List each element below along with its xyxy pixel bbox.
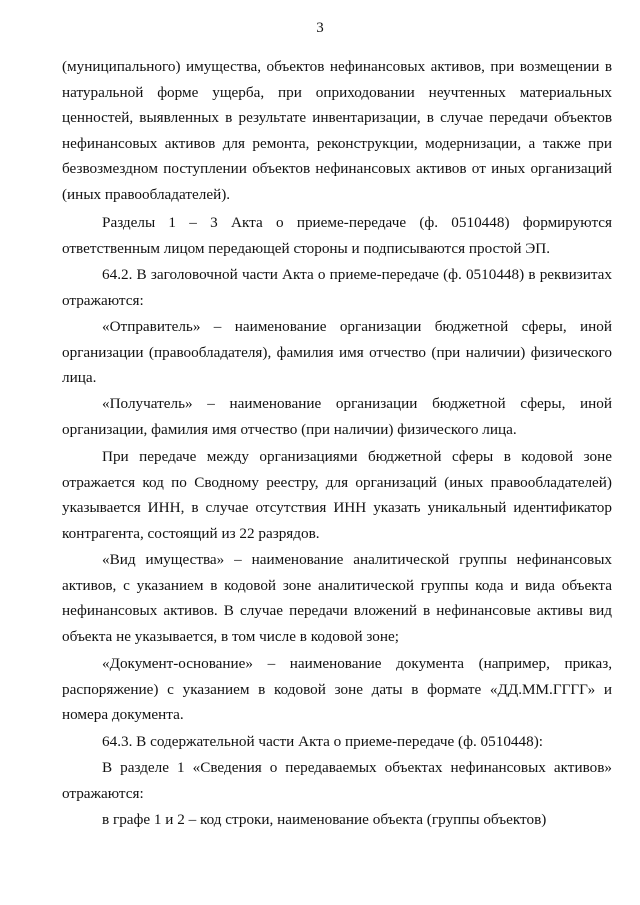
paragraph-64-3: 64.3. В содержательной части Акта о приеме-передаче (ф. 0510448): (102, 733, 543, 750)
paragraph-transfer-code: При передаче между организациями бюджетной сферы в кодовой зоне отражается код по Сводному реестру, для организаций (иных правообладателей) указывается ИНН, в случае отсутствия ИНН указать уникальный идентификатор контрагента, состоящий из 22 разрядов. (62, 448, 612, 542)
paragraph-recipient: «Получатель» – наименование организации бюджетной сферы, иной организации, фамилия имя отчество (при наличии) физического лица. (62, 395, 612, 438)
paragraph-basis-document: «Документ-основание» – наименование документа (например, приказ, распоряжение) с указанием в кодовой зоне даты в формате «ДД.ММ.ГГГГ» и номера документа. (62, 655, 612, 723)
page-number: 3 (316, 20, 324, 36)
paragraph-section-1: В разделе 1 «Сведения о передаваемых объектах нефинансовых активов» отражаются: (62, 759, 612, 802)
paragraph-sender: «Отправитель» – наименование организации бюджетной сферы, иной организации (правообладателя), фамилия имя отчество (при наличии) физического лица. (62, 318, 612, 386)
paragraph-sections-formation: Разделы 1 – 3 Акта о приеме-передаче (ф. 0510448) формируются ответственным лицом передающей стороны и подписываются простой ЭП. (62, 214, 612, 257)
paragraph-columns-1-2: в графе 1 и 2 – код строки, наименование объекта (группы объектов) (102, 811, 547, 828)
paragraph-64-2: 64.2. В заголовочной части Акта о приеме-передаче (ф. 0510448) в реквизитах отражаются: (62, 266, 612, 309)
paragraph-continuation: (муниципального) имущества, объектов нефинансовых активов, при возмещении в натуральной форме ущерба, при оприходовании неучтенных материальных ценностей, выявленных в результате инвентаризации, в случае передачи объектов нефинансовых активов для ремонта, реконструкции, модернизации, а также при безвозмездном поступлении объектов нефинансовых активов от иных организаций (иных правообладателей). (62, 58, 612, 203)
paragraph-property-type: «Вид имущества» – наименование аналитической группы нефинансовых активов, с указанием в кодовой зоне аналитической группы кода и вида объекта нефинансовых активов. В случае передачи вложений в нефинансовые активы вид объекта не указывается, в том числе в кодовой зоне; (62, 551, 612, 645)
